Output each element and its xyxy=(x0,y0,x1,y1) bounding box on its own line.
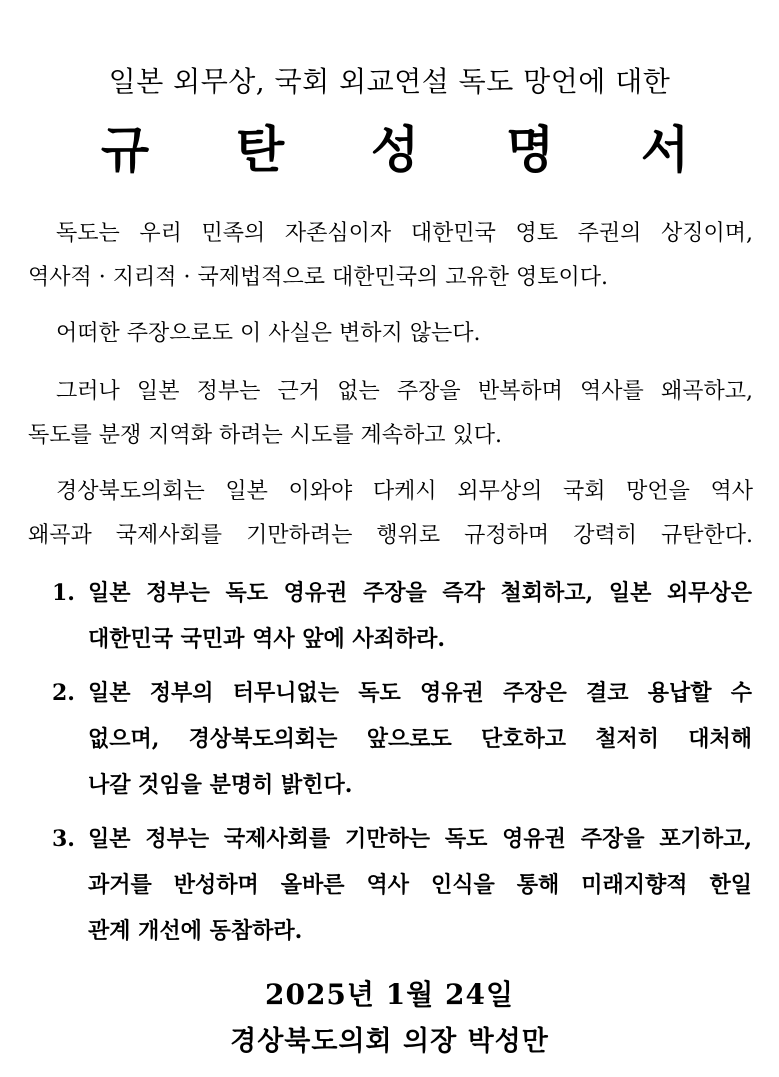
document-subtitle: 일본 외무상, 국회 외교연설 독도 망언에 대한 xyxy=(108,65,671,98)
demand-item-3 xyxy=(52,816,752,954)
statement-date: 2025년 1월 24일 xyxy=(264,978,515,1011)
document-title xyxy=(95,120,695,180)
paragraph-3-line-1: 그러나 일본 정부는 근거 없는 주장을 반복하며 역사를 왜곡하고, xyxy=(56,379,753,404)
demand-line: 과거를 반성하며 올바른 역사 인식을 통해 미래지향적 한일 xyxy=(88,872,752,898)
demand-item-1 xyxy=(52,570,752,662)
demand-line: 없으며, 경상북도의회는 앞으로도 단호하고 철저히 대처해 xyxy=(88,726,752,752)
demand-line: 관계 개선에 동참하라. xyxy=(88,918,303,944)
demand-line: 일본 정부는 국제사회를 기만하는 독도 영유권 주장을 포기하고, xyxy=(88,826,752,852)
demand-number: 2. xyxy=(52,680,75,706)
paragraph-3-line-2: 독도를 분쟁 지역화 하려는 시도를 계속하고 있다. xyxy=(28,423,502,448)
paragraph-1-line-2: 역사적 · 지리적 · 국제법적으로 대한민국의 고유한 영토이다. xyxy=(28,265,608,290)
title-char: 서 xyxy=(640,120,690,179)
demand-number: 3. xyxy=(52,826,75,852)
demand-item-2 xyxy=(52,670,752,808)
demand-number: 1. xyxy=(52,580,75,606)
demand-line: 대한민국 국민과 역사 앞에 사죄하라. xyxy=(88,626,446,652)
demand-line: 나갈 것임을 분명히 밝힌다. xyxy=(88,772,353,798)
demand-line: 일본 정부의 터무니없는 독도 영유권 주장은 결코 용납할 수 xyxy=(88,680,752,706)
paragraph-4-line-1: 경상북도의회는 일본 이와야 다케시 외무상의 국회 망언을 역사 xyxy=(56,479,753,504)
title-char: 명 xyxy=(505,120,555,179)
paragraph-1-line-1: 독도는 우리 민족의 자존심이자 대한민국 영토 주권의 상징이며, xyxy=(56,221,753,246)
paragraph-4-line-2: 왜곡과 국제사회를 기만하려는 행위로 규정하며 강력히 규탄한다. xyxy=(28,523,753,548)
title-char: 탄 xyxy=(235,120,285,179)
statement-signer: 경상북도의회 의장 박성만 xyxy=(230,1026,549,1057)
title-char: 규 xyxy=(100,120,150,179)
paragraph-2-line-1: 어떠한 주장으로도 이 사실은 변하지 않는다. xyxy=(56,321,481,346)
demand-line: 일본 정부는 독도 영유권 주장을 즉각 철회하고, 일본 외무상은 xyxy=(88,580,752,606)
title-char: 성 xyxy=(370,120,420,179)
